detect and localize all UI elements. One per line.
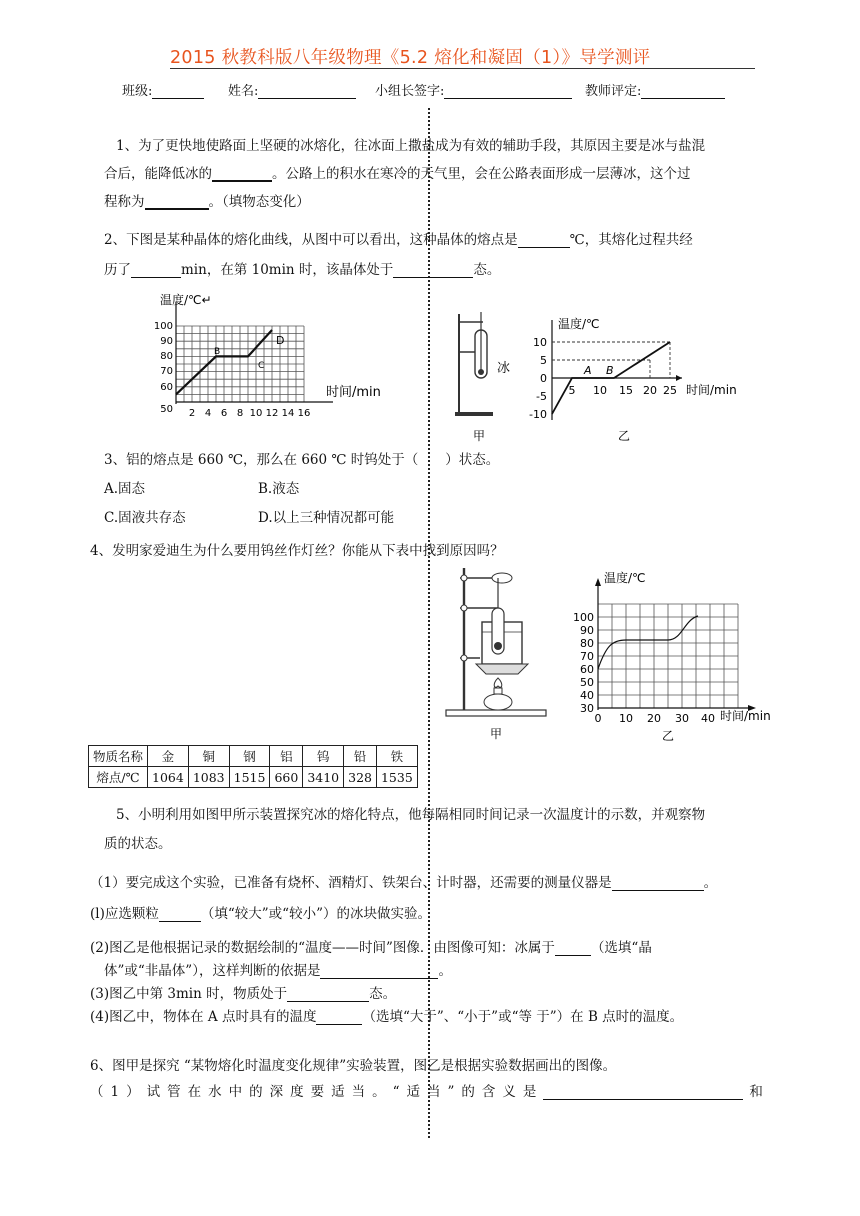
flame	[494, 678, 502, 687]
q5-sub3: (2)图乙是他根据记录的数据绘制的“温度——时间”图像．由图像可知：冰属于 （选填“晶	[90, 940, 652, 956]
name-field: 姓名:	[228, 80, 356, 99]
graph1-xlabel: 时间/min	[326, 385, 381, 400]
table-cell: 1535	[376, 767, 417, 788]
graph2-xtick: 10	[593, 384, 607, 397]
q1-line2: 合后，能降低冰的 。公路上的积水在寒冷的天气里，会在公路表面形成一层薄冰，这个过	[104, 166, 691, 182]
stand-base	[455, 412, 493, 416]
graph2-xtick: 25	[663, 384, 677, 397]
table-cell: 物质名称	[89, 746, 148, 767]
q5-sub3-cont: 体”或“非晶体”），这样判断的依据是 。	[104, 963, 452, 979]
q1-blank1[interactable]	[212, 166, 272, 182]
graph3-curve	[598, 616, 698, 669]
leader-blank[interactable]	[444, 84, 572, 99]
table-row	[89, 767, 418, 788]
teacher-field: 教师评定:	[585, 80, 725, 99]
graph3-ytick: 80	[580, 637, 594, 650]
graph1-xtick: 2	[188, 408, 196, 419]
figure-caption-jia-2: 甲	[490, 727, 503, 741]
figure-caption-yi-2: 乙	[662, 729, 675, 743]
q3-stem: 3、铝的熔点是 660 ℃，那么在 660 ℃ 时钨处于（ ）状态。	[104, 452, 500, 468]
q5-blank4[interactable]	[320, 964, 438, 979]
table-header-row	[89, 746, 418, 767]
alcohol-lamp	[484, 694, 512, 710]
graph3-xtick: 10	[619, 712, 633, 725]
ice-apparatus-figure	[445, 308, 525, 446]
graph2-xlabel: 时间/min	[686, 383, 737, 397]
graph2-xtick: 5	[568, 384, 576, 397]
graph3-ytick: 40	[580, 689, 594, 702]
table-cell: 1083	[188, 767, 229, 788]
q5-blank6[interactable]	[316, 1010, 362, 1025]
graph1-xtick: 8	[236, 408, 244, 419]
q5-blank3[interactable]	[555, 941, 591, 956]
q4-stem: 4、发明家爱迪生为什么要用钨丝作灯丝？你能从下表中找到原因吗？	[90, 543, 504, 559]
graph2-xtick: 20	[643, 384, 657, 397]
q5-blank5[interactable]	[287, 987, 369, 1002]
table-cell: 1064	[148, 767, 189, 788]
graph2-ytick: 0	[540, 372, 547, 385]
q2-line2: 历了 min，在第 10min 时，该晶体处于 态。	[104, 262, 501, 278]
leader-field: 小组长签字:	[375, 80, 572, 99]
graph2-point-b: B	[606, 364, 614, 377]
graph3-ytick: 70	[580, 650, 594, 663]
table-cell: 钨	[303, 746, 344, 767]
graph1-xtick: 14	[281, 408, 295, 419]
graph1-xtick: 16	[297, 408, 311, 419]
figure-caption-yi: 乙	[618, 429, 631, 443]
q3-option-b[interactable]: B.液态	[258, 481, 300, 497]
graph3-xtick: 0	[594, 712, 602, 725]
graph1-ytick: 80	[160, 351, 173, 362]
graph1-xtick: 6	[220, 408, 228, 419]
q6-line1: 6、图甲是探究 “某物熔化时温度变化规律”实验装置，图乙是根据实验数据画出的图像。	[90, 1058, 617, 1074]
melting-point-table	[88, 745, 418, 788]
q5-sub2: (l)应选颗粒 （填“较大”或“较小”）的冰块做实验。	[90, 906, 431, 922]
melting-curve-graph	[153, 292, 408, 427]
graph3-ytick: 30	[580, 702, 594, 715]
table-cell: 金	[148, 746, 189, 767]
graph3-xtick: 30	[675, 712, 689, 725]
table-cell: 熔点/℃	[89, 767, 148, 788]
class-blank[interactable]	[152, 84, 204, 99]
graph2-ytick: -10	[529, 408, 547, 421]
graph3-ytick: 100	[573, 611, 594, 624]
q2-blank3[interactable]	[393, 263, 473, 278]
table-cell: 660	[270, 767, 303, 788]
figure-caption-jia: 甲	[473, 429, 486, 443]
q2-blank2[interactable]	[131, 263, 181, 278]
page-title: 2015 秋教科版八年级物理《5.2 熔化和凝固（1）》导学测评	[170, 48, 651, 68]
graph1-ytick: 70	[160, 366, 173, 377]
graph1-xtick: 10	[249, 408, 263, 419]
q3-option-c[interactable]: C.固液共存态	[104, 510, 186, 526]
q5-line2: 质的状态。	[104, 836, 172, 852]
graph1-xtick: 12	[265, 408, 279, 419]
ice-label: 冰	[497, 361, 511, 376]
q1-line1: 1、为了更快地使路面上坚硬的冰熔化，往冰面上撒盐成为有效的辅助手段，其原因主要是冰与盐混	[116, 138, 706, 154]
q3-option-a[interactable]: A.固态	[104, 481, 146, 497]
q6-blank1[interactable]	[543, 1085, 743, 1100]
graph1-point-b: B	[214, 347, 221, 357]
table-cell: 3410	[303, 767, 344, 788]
table-cell: 铁	[376, 746, 417, 767]
graph1-xtick: 4	[204, 408, 212, 419]
q6-line2: （1）试管在水中的深度要适当。“适当”的含义是 和	[90, 1084, 763, 1100]
q2-line1: 2、下图是某种晶体的熔化曲线，从图中可以看出，这种晶体的熔点是 ℃，其熔化过程共经	[104, 232, 693, 248]
table-cell: 328	[344, 767, 377, 788]
q5-sub4: (3)图乙中第 3min 时，物质处于 态。	[90, 986, 397, 1002]
table-cell: 1515	[229, 767, 270, 788]
wire-gauze	[476, 664, 528, 674]
q5-blank1[interactable]	[612, 876, 704, 891]
graph1-point-c: C	[258, 361, 265, 371]
q2-blank1[interactable]	[518, 233, 570, 248]
graph2-ylabel: 温度/℃	[558, 317, 600, 331]
teacher-blank[interactable]	[641, 84, 725, 99]
q5-blank2[interactable]	[159, 907, 201, 922]
q5-sub1: （1）要完成这个实验，已准备有烧杯、酒精灯、铁架台、计时器，还需要的测量仪器是 。	[90, 875, 718, 891]
graph3-xtick: 40	[701, 712, 715, 725]
q5-line1: 5、小明利用如图甲所示装置探究冰的熔化特点，他每隔相同时间记录一次温度计的示数，并观察物	[116, 807, 706, 823]
graph3-ytick: 90	[580, 624, 594, 637]
graph2-ytick: -5	[536, 390, 547, 403]
graph2-ytick: 10	[533, 336, 547, 349]
melting-data-graph	[572, 570, 782, 742]
graph1-ytick: 50	[160, 404, 173, 415]
table-cell: 钢	[229, 746, 270, 767]
graph3-ytick: 60	[580, 663, 594, 676]
graph2-xtick: 15	[619, 384, 633, 397]
table-cell: 铜	[188, 746, 229, 767]
name-blank[interactable]	[258, 84, 356, 99]
stand-base	[446, 710, 546, 716]
table-cell: 铅	[344, 746, 377, 767]
graph3-ytick: 50	[580, 676, 594, 689]
water-bath-apparatus-figure	[440, 560, 560, 742]
graph1-point-d: D	[276, 334, 285, 347]
q1-line3: 程称为 。（填物态变化）	[104, 194, 310, 210]
q3-option-d[interactable]: D.以上三种情况都可能	[258, 510, 395, 526]
graph2-ytick: 5	[540, 354, 547, 367]
q5-sub5: (4)图乙中，物体在 A 点时具有的温度 （选填“大于”、“小于”或“等 于”）在 B 点时的温度。	[90, 1009, 684, 1025]
graph3-xtick: 20	[647, 712, 661, 725]
table-cell: 铝	[270, 746, 303, 767]
class-field: 班级:	[122, 80, 204, 99]
graph3-xlabel: 时间/min	[720, 709, 771, 723]
graph2-point-a: A	[584, 364, 592, 377]
q1-blank2[interactable]	[145, 194, 209, 210]
graph1-ytick: 100	[153, 321, 173, 332]
graph3-ylabel: 温度/℃	[604, 571, 646, 585]
graph1-ylabel: 温度/℃↵	[160, 293, 212, 307]
ice-temperature-graph	[522, 312, 762, 446]
graph1-ytick: 90	[160, 336, 173, 347]
title-underline	[170, 68, 755, 69]
graph1-ytick: 60	[160, 382, 173, 393]
